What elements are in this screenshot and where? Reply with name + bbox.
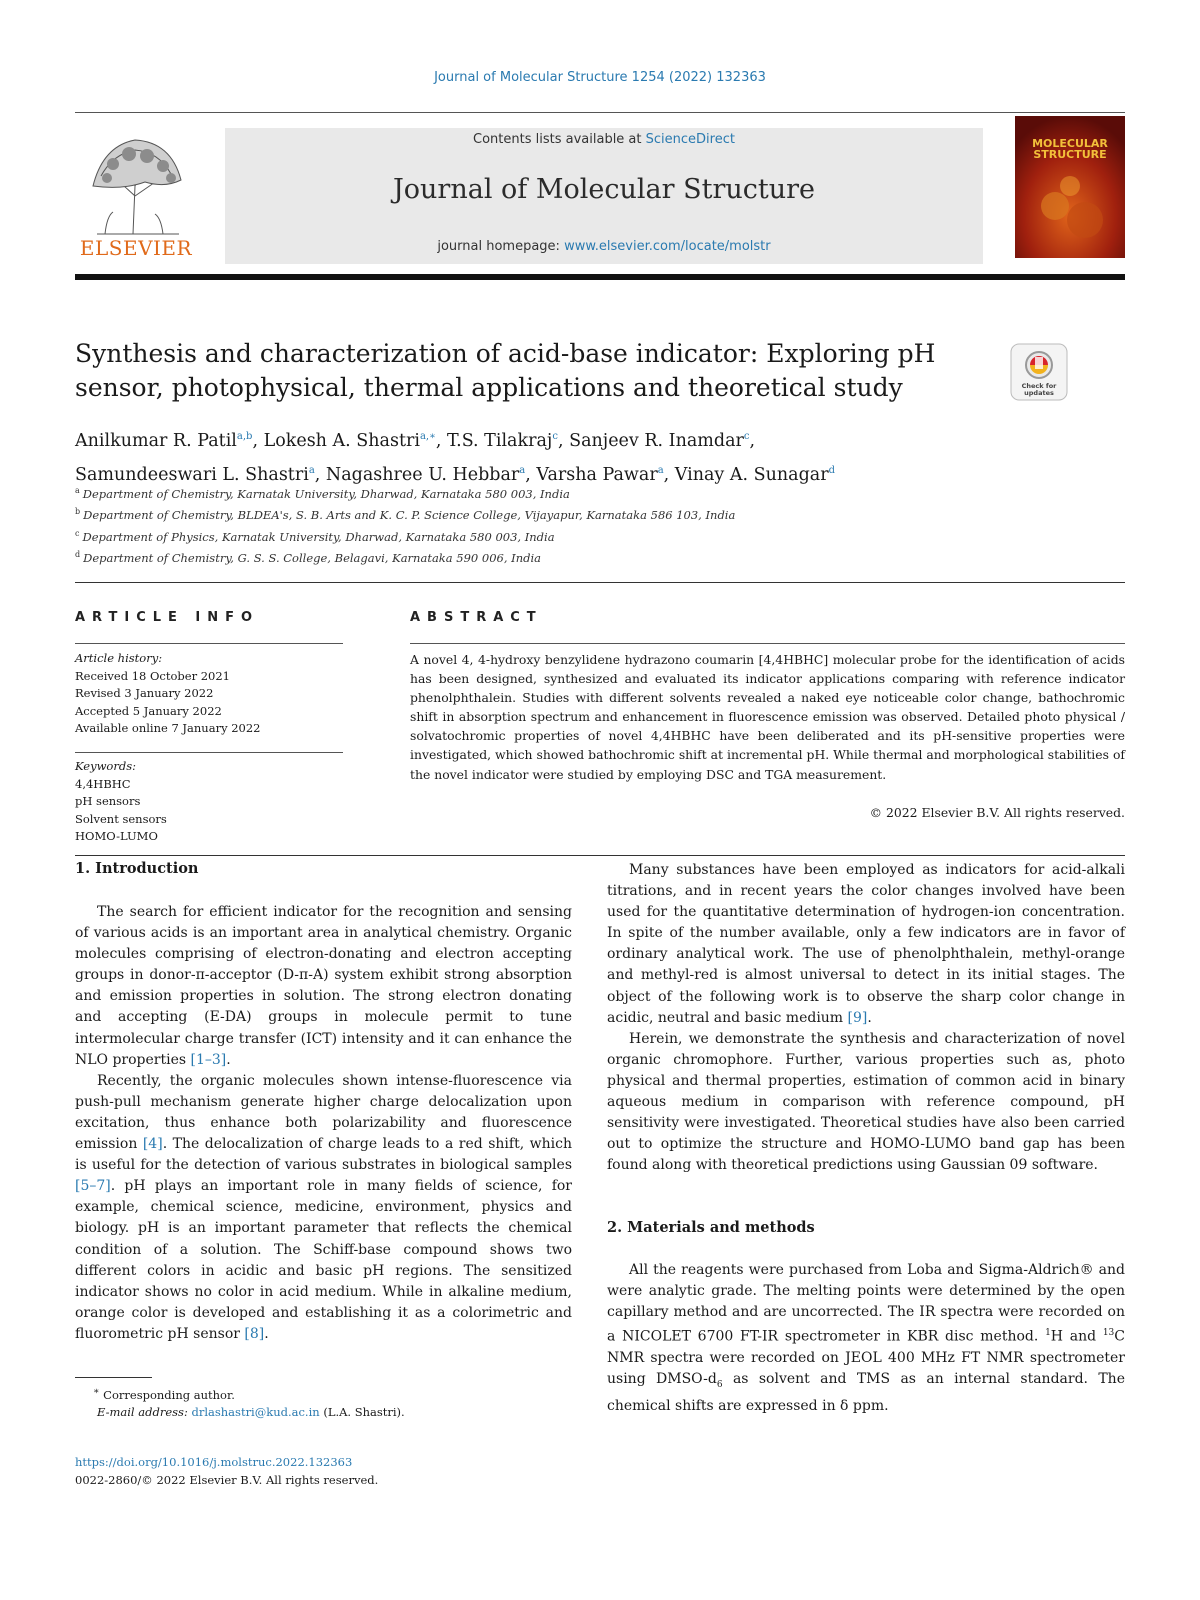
keyword[interactable]: HOMO-LUMO bbox=[75, 829, 158, 843]
online-date: Available online 7 January 2022 bbox=[75, 721, 261, 735]
accepted-date: Accepted 5 January 2022 bbox=[75, 703, 222, 718]
check-for-updates-button[interactable] bbox=[1010, 343, 1068, 401]
history-label: Article history: bbox=[75, 651, 163, 665]
author-name[interactable]: Lokesh A. Shastri bbox=[263, 430, 420, 451]
methods-heading: 2. Materials and methods bbox=[607, 1219, 815, 1236]
intro-column bbox=[75, 902, 572, 1345]
author-affiliation-mark[interactable]: c bbox=[552, 431, 558, 442]
author-affiliation-mark[interactable]: d bbox=[828, 464, 836, 476]
methods-column bbox=[607, 1260, 1125, 1417]
author-name[interactable]: Varsha Pawar bbox=[536, 464, 658, 485]
check-for-updates-label: Check for updates bbox=[1021, 382, 1057, 397]
header-thick-rule bbox=[75, 274, 1125, 280]
doi-link[interactable]: https://doi.org/10.1016/j.molstruc.2022.132363 bbox=[75, 1455, 353, 1469]
keywords-label: Keywords: bbox=[75, 759, 136, 773]
abstract-text: A novel 4, 4-hydroxy benzylidene hydrazono coumarin [4,4HBHC] molecular probe for the identification of acids has been designed, synthesized and evaluated its indicator applications comparing with reference indicator phenolphthalein. Studies with different solvents revealed a naked eye noticeable color change, bathochromic shift in absorption spectrum and enhancement in fluorescence emission was observed. Detailed photo physical / solvatochromic properties of novel 4,4HBHC have been deliberated and its pH-sensitive properties were investigated, which showed bathochromic shift at incremental pH. While thermal and morphological stabilities of the novel indicator were studied by employing DSC and TGA measurement. bbox=[410, 652, 1125, 782]
email-note: E-mail address: drlashastri@kud.ac.in (L.A. Shastri). bbox=[97, 1405, 405, 1420]
affiliation-item: $^b$ Department of Chemistry, BLDEA's, S. B. Arts and K. C. P. Science College, Vijayapur, Karnataka 586 103, India bbox=[75, 507, 736, 523]
homepage-line: journal homepage: www.elsevier.com/locate/molstr bbox=[437, 239, 771, 254]
citation-link[interactable]: [4] bbox=[142, 1136, 163, 1153]
author-affiliation-mark[interactable]: c bbox=[743, 431, 750, 442]
bottom-info bbox=[75, 1454, 595, 1489]
keywords-block bbox=[75, 758, 343, 846]
article-info-rule bbox=[75, 643, 343, 644]
keyword[interactable]: pH sensors bbox=[75, 794, 141, 808]
elsevier-logo[interactable] bbox=[75, 126, 197, 266]
citation-link[interactable]: [1–3] bbox=[190, 1051, 227, 1068]
author-name[interactable]: Samundeeswari L. Shastri bbox=[75, 464, 309, 485]
right-paragraph-2: Herein, we demonstrate the synthesis and characterization of novel organic chromophore. Further, various properties such as, photo physical and thermal properties, estimation of common acid in binary aqueous medium in comparison with reference compound, pH sensitivity were investigated. Theoretical studies have also been carried out to optimize the structure and HOMO-LUMO band gap has been found along with theoretical predictions using Gaussian 09 software. bbox=[607, 1030, 1125, 1174]
section-rule-bottom bbox=[75, 855, 1125, 856]
homepage-link[interactable]: www.elsevier.com/locate/molstr bbox=[564, 239, 771, 254]
elsevier-wordmark: ELSEVIER bbox=[79, 236, 193, 260]
author-name[interactable]: T.S. Tilakraj bbox=[447, 430, 553, 451]
email-link[interactable]: drlashastri@kud.ac.in bbox=[191, 1405, 320, 1420]
article-history bbox=[75, 650, 343, 738]
received-date: Received 18 October 2021 bbox=[75, 668, 230, 683]
abstract-rule bbox=[410, 643, 1125, 644]
affiliation-item: $^a$ Department of Chemistry, Karnatak University, Dharwad, Karnataka 580 003, India bbox=[75, 486, 570, 501]
author-list: Anilkumar R. Patil$^{a,b}$, Lokesh A. Shastri$^{a,∗}$, T.S. Tilakraj$^c$, Sanjeev R. Inamdar$^c$, Samundeeswari L. Shastri$^a$, Nagashree U. Hebbar$^a$, Varsha Pawar$^a$, Vinay A. Sunagar$^d$ bbox=[75, 430, 836, 485]
author-affiliation-mark[interactable]: a bbox=[657, 464, 664, 476]
corresponding-author-note: ∗ Corresponding author. bbox=[93, 1386, 235, 1402]
affiliation-list bbox=[75, 482, 1075, 567]
affiliation-item: $^d$ Department of Chemistry, G. S. S. College, Belagavi, Karnataka 590 006, India bbox=[75, 549, 541, 565]
header-rule bbox=[75, 112, 1125, 113]
elsevier-tree-icon bbox=[83, 126, 189, 238]
keyword[interactable]: 4,4HBHC bbox=[75, 776, 131, 791]
journal-title: Journal of Molecular Structure bbox=[392, 174, 816, 205]
intro-paragraph-2: Recently, the organic molecules shown intense-fluorescence via push-pull mechanism generate higher charge delocalization upon excitation, thus enhance both polarizability and fluorescence emission [4]. The delocalization of charge leads to a red shift, which is useful for the detection of various substrates in biological samples [5–7]. pH plays an important role in many fields of science, for example, chemical science, medicine, environment, physics and biology. pH is an important parameter that reflects the chemical condition of a solution. The Schiff-base compound shows two different colors in acidic and basic pH regions. The sensitized indicator shows no color in acid medium. While in alkaline medium, orange color is developed and establishing it as a colorimetric and fluorometric pH sensor [8]. bbox=[75, 1072, 573, 1342]
author-affiliation-mark[interactable]: a bbox=[519, 464, 526, 476]
section-rule-top bbox=[75, 582, 1125, 583]
abstract-copyright: © 2022 Elsevier B.V. All rights reserved. bbox=[869, 805, 1125, 820]
citation-link[interactable]: [5–7] bbox=[75, 1178, 111, 1195]
right-column bbox=[607, 860, 1125, 1176]
issn-line: 0022-2860/© 2022 Elsevier B.V. All rights reserved. bbox=[75, 1472, 379, 1487]
footnote bbox=[75, 1383, 595, 1422]
article-info-rule-2 bbox=[75, 752, 343, 753]
author-affiliation-mark[interactable]: a,∗ bbox=[419, 431, 436, 442]
cover-title: MOLECULAR STRUCTURE bbox=[1032, 137, 1108, 161]
author-name[interactable]: Nagashree U. Hebbar bbox=[325, 464, 520, 485]
methods-paragraph-1: All the reagents were purchased from Loba and Sigma-Aldrich® and were analytic grade. The melting points were determined by the open capillary method and are uncorrected. The IR spectra were recorded on a NICOLET 6700 FT-IR spectrometer in KBR disc method. $^1$H and $^{13}$C NMR spectra were recorded on JEOL 400 MHz FT NMR spectrometer using DMSO-$d_6$ as solvent and TMS as an internal standard. The chemical shifts are expressed in δ ppm. bbox=[607, 1262, 1125, 1415]
revised-date: Revised 3 January 2022 bbox=[75, 686, 214, 700]
article-info-heading: ARTICLE INFO bbox=[75, 610, 260, 625]
author-name[interactable]: Sanjeev R. Inamdar bbox=[569, 430, 744, 451]
author-affiliation-mark[interactable]: a bbox=[308, 464, 315, 476]
journal-cover-image[interactable] bbox=[1015, 116, 1125, 258]
keyword[interactable]: Solvent sensors bbox=[75, 811, 167, 826]
citation-link[interactable]: [8] bbox=[244, 1325, 265, 1342]
contents-line: Contents lists available at ScienceDirect bbox=[473, 132, 735, 147]
footnote-rule bbox=[75, 1377, 152, 1378]
journal-reference-link[interactable]: Journal of Molecular Structure 1254 (2022) 132363 bbox=[434, 70, 766, 85]
journal-masthead bbox=[225, 128, 983, 264]
citation-link[interactable]: [9] bbox=[847, 1009, 868, 1026]
author-name[interactable]: Anilkumar R. Patil bbox=[75, 430, 237, 451]
author-affiliation-mark[interactable]: a,b bbox=[236, 431, 253, 442]
intro-paragraph-1: The search for efficient indicator for the recognition and sensing of various acids is an important area in analytical chemistry. Organic molecules comprising of electron-donating and electron accepting groups in donor-π-acceptor (D-π-A) system exhibit strong absorption and emission properties in solution. The strong electron donating and accepting (E-DA) groups in molecule permit to tune intermolecular charge transfer (ICT) intensity and it can enhance the NLO properties [1–3]. bbox=[75, 904, 572, 1068]
author-name[interactable]: Vinay A. Sunagar bbox=[674, 464, 829, 485]
affiliation-item: $^c$ Department of Physics, Karnatak University, Dharwad, Karnataka 580 003, India bbox=[75, 528, 555, 544]
sciencedirect-link[interactable]: ScienceDirect bbox=[645, 132, 735, 147]
intro-heading: 1. Introduction bbox=[75, 860, 199, 877]
right-paragraph-1: Many substances have been employed as indicators for acid-alkali titrations, and in recent years the color changes involved have been used for the quantitative determination of hydrogen-ion concentration. In spite of the number available, only a few indicators are in favor of ordinary analytical work. The use of phenolphthalein, methyl-orange and methyl-red is almost universal to detect in its initial stages. The object of the following work is to observe the sharp color change in acidic, neutral and basic medium [9]. bbox=[607, 862, 1125, 1026]
abstract-heading: ABSTRACT bbox=[410, 610, 543, 625]
paper-title: Synthesis and characterization of acid-base indicator: Exploring pH sensor, photophysical, thermal applications and theoretical study bbox=[75, 339, 936, 402]
